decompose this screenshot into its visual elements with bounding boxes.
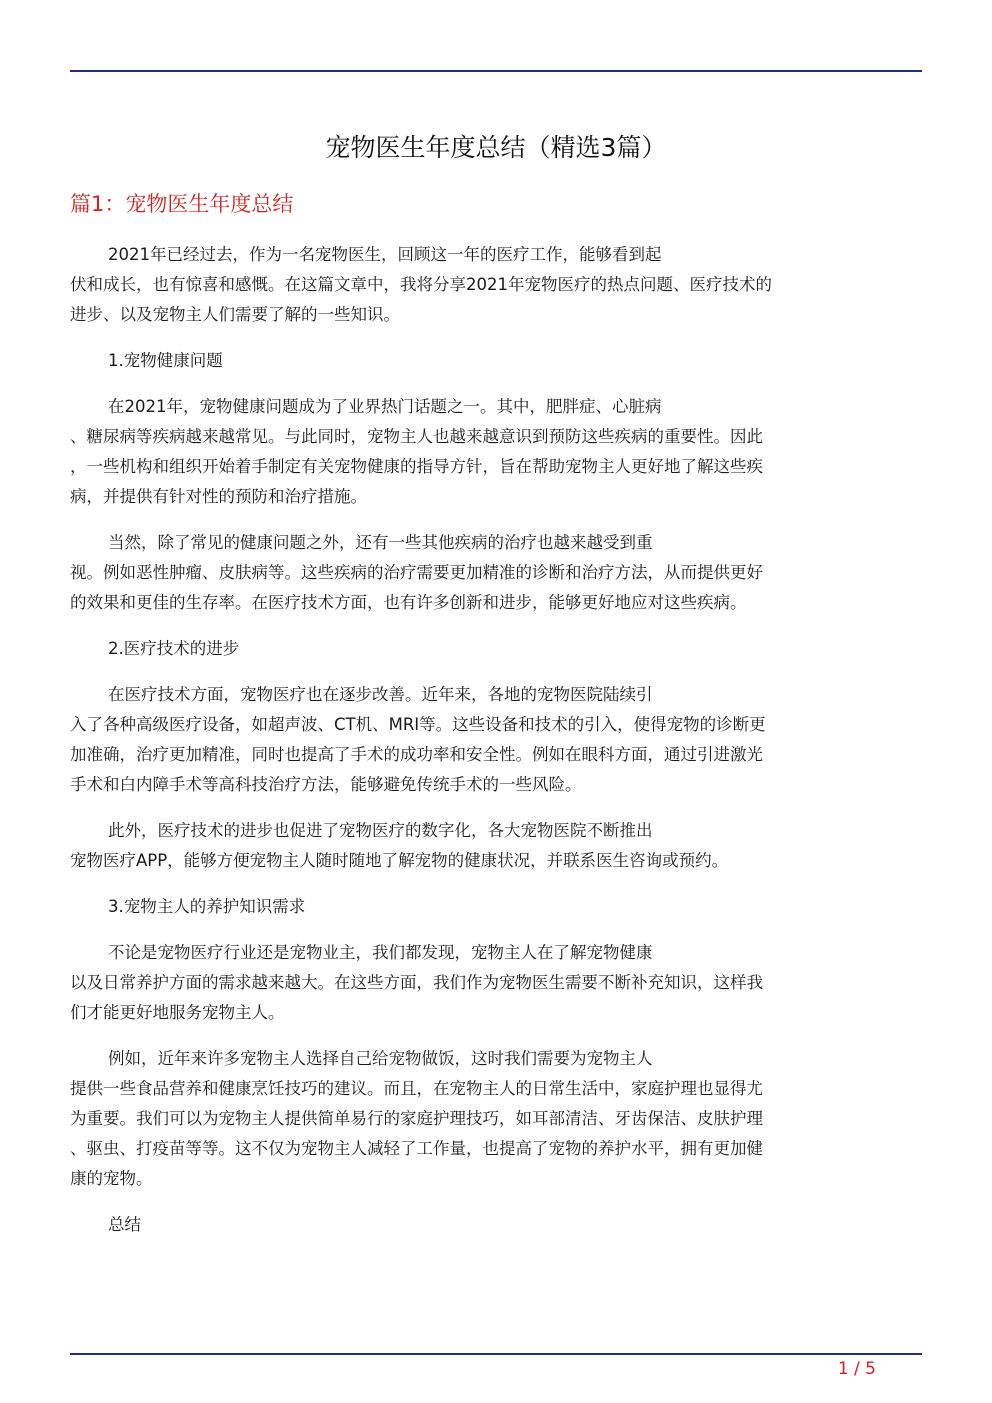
paragraph-equipment	[70, 680, 922, 800]
footer-rule	[70, 1353, 922, 1355]
text-line: 例如，近年来许多宠物主人选择自己给宠物做饭，这时我们需要为宠物主人	[108, 1049, 653, 1068]
paragraph-owner-demand	[70, 938, 922, 1028]
subheading-pet-health: 1.宠物健康问题	[108, 351, 223, 370]
paragraph-home-care	[70, 1044, 922, 1194]
text-line: 当然，除了常见的健康问题之外，还有一些其他疾病的治疗也越来越受到重	[108, 533, 653, 552]
text-line: 病，并提供有针对性的预防和治疗措施。	[70, 487, 367, 506]
text-line: 视。例如恶性肿瘤、皮肤病等。这些疾病的治疗需要更加精准的诊断和治疗方法，从而提供更好	[70, 563, 763, 582]
text-line: 、糖尿病等疾病越来越常见。与此同时，宠物主人也越来越意识到预防这些疾病的重要性。因此	[70, 427, 763, 446]
subheading-owner-knowledge: 3.宠物主人的养护知识需求	[108, 897, 306, 916]
page-number: 1 / 5	[837, 1359, 876, 1379]
text-line: 2021年已经过去，作为一名宠物医生，回顾这一年的医疗工作，能够看到起	[108, 245, 662, 264]
text-line: 伏和成长，也有惊喜和感慨。在这篇文章中，我将分享2021年宠物医疗的热点问题、医疗技术的	[70, 275, 772, 294]
text-line: 康的宠物。	[70, 1169, 153, 1188]
text-line: 在医疗技术方面，宠物医疗也在逐步改善。近年来，各地的宠物医院陆续引	[108, 685, 653, 704]
text-line: 在2021年，宠物健康问题成为了业界热门话题之一。其中，肥胖症、心脏病	[108, 397, 662, 416]
section-heading: 篇1：宠物医生年度总结	[70, 192, 294, 216]
text-line: 以及日常养护方面的需求越来越大。在这些方面，我们作为宠物医生需要不断补充知识，这样我	[70, 973, 763, 992]
text-line: 的效果和更佳的生存率。在医疗技术方面，也有许多创新和进步，能够更好地应对这些疾病。	[70, 593, 747, 612]
text-line: 、驱虫、打疫苗等等。这不仅为宠物主人减轻了工作量，也提高了宠物的养护水平，拥有更加健	[70, 1139, 763, 1158]
subheading-summary: 总结	[108, 1215, 141, 1234]
text-line: 进步、以及宠物主人们需要了解的一些知识。	[70, 305, 400, 324]
paragraph-intro	[70, 240, 922, 330]
text-line: 入了各种高级医疗设备，如超声波、CT机、MRI等。这些设备和技术的引入，使得宠物的诊断更	[70, 715, 766, 734]
subheading-medical-tech: 2.医疗技术的进步	[108, 639, 240, 658]
document-title: 宠物医生年度总结（精选3篇）	[325, 133, 667, 162]
text-line: 手术和白内障手术等高科技治疗方法，能够避免传统手术的一些风险。	[70, 775, 582, 794]
paragraph-digitalization	[70, 816, 922, 876]
text-line: ，一些机构和组织开始着手制定有关宠物健康的指导方针，旨在帮助宠物主人更好地了解这些疾	[70, 457, 763, 476]
paragraph-other-diseases	[70, 528, 922, 618]
text-line: 为重要。我们可以为宠物主人提供简单易行的家庭护理技巧，如耳部清洁、牙齿保洁、皮肤护理	[70, 1109, 763, 1128]
text-line: 加准确，治疗更加精准，同时也提高了手术的成功率和安全性。例如在眼科方面，通过引进激光	[70, 745, 763, 764]
text-line: 宠物医疗APP，能够方便宠物主人随时随地了解宠物的健康状况，并联系医生咨询或预约。	[70, 851, 729, 870]
text-line: 提供一些食品营养和健康烹饪技巧的建议。而且，在宠物主人的日常生活中，家庭护理也显得尤	[70, 1079, 763, 1098]
text-line: 们才能更好地服务宠物主人。	[70, 1003, 285, 1022]
paragraph-health-issues	[70, 392, 922, 512]
document-body	[70, 240, 922, 1256]
header-rule	[70, 70, 922, 72]
text-line: 不论是宠物医疗行业还是宠物业主，我们都发现，宠物主人在了解宠物健康	[108, 943, 653, 962]
text-line: 此外，医疗技术的进步也促进了宠物医疗的数字化，各大宠物医院不断推出	[108, 821, 653, 840]
